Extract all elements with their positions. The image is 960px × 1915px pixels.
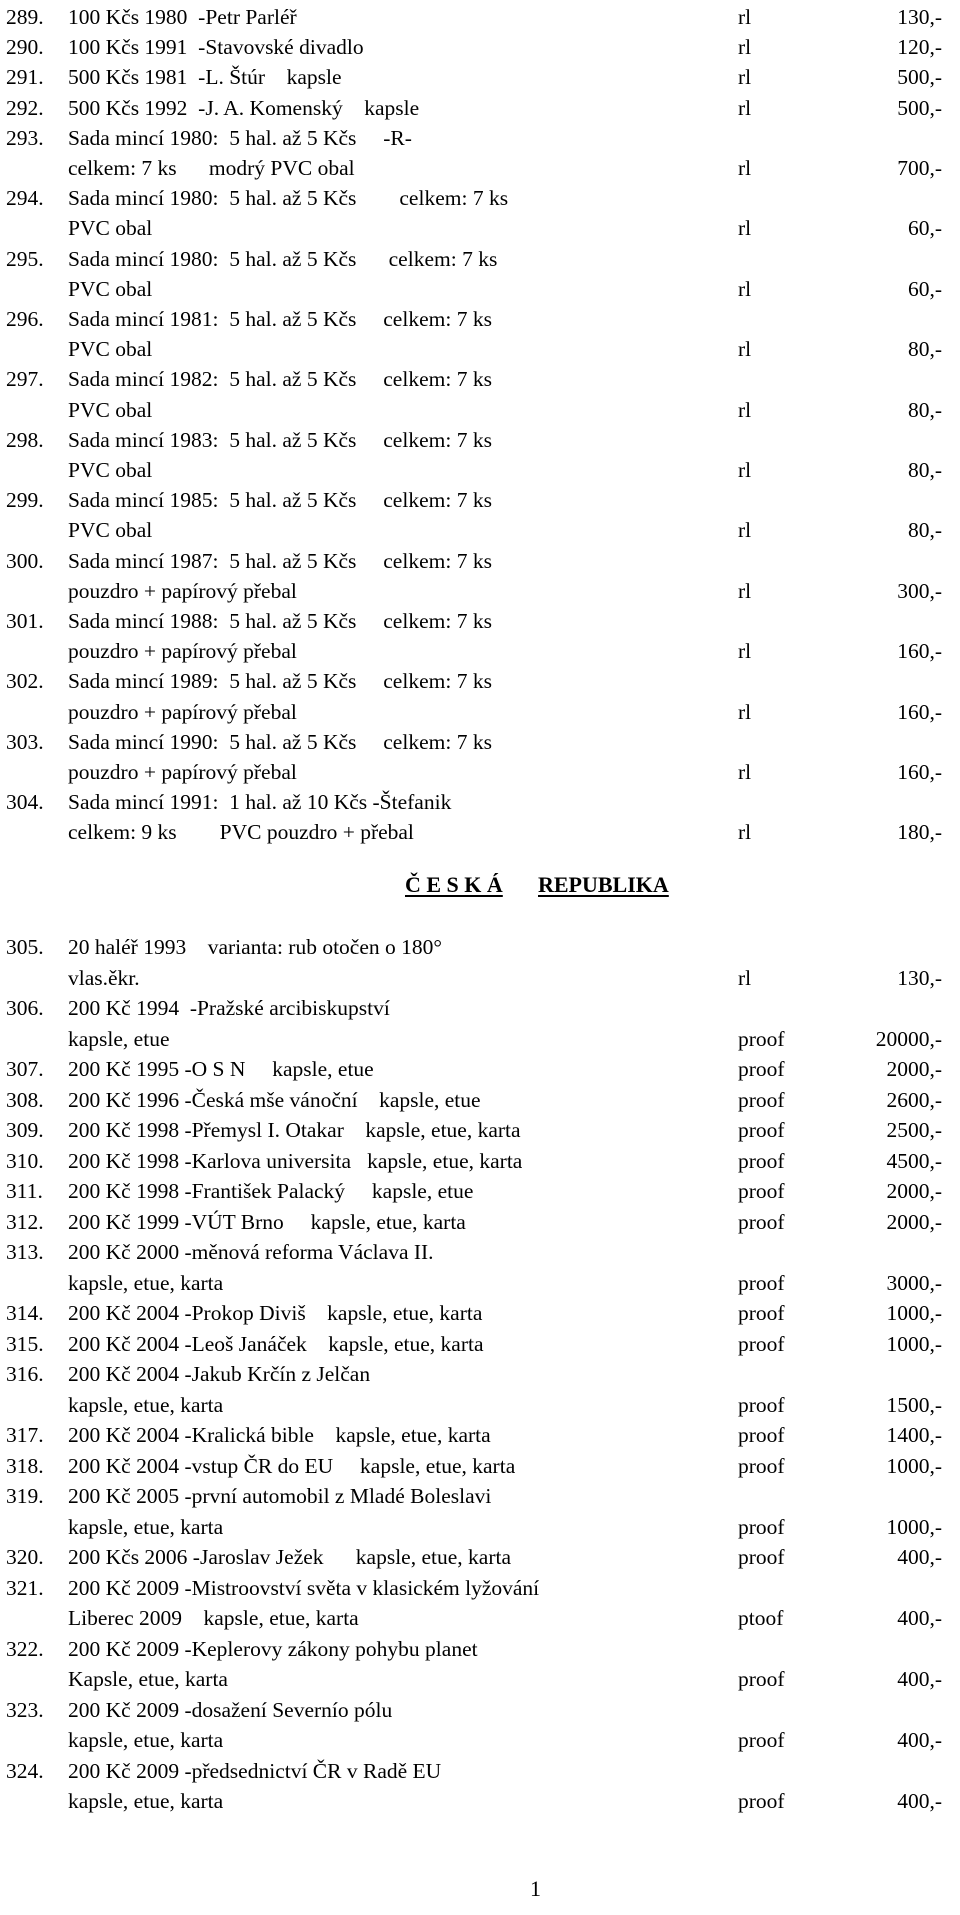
item-grade: proof <box>738 1545 785 1569</box>
item-price: 700,- <box>897 156 942 180</box>
item-grade: rl <box>738 639 752 664</box>
item-number: 321. <box>6 1575 44 1600</box>
item-description: 200 Kč 2009 -dosažení Severnío pólu <box>68 1697 393 1722</box>
catalog-line <box>0 576 960 606</box>
item-number: 315. <box>6 1331 44 1356</box>
item-number: 305. <box>6 935 44 959</box>
heading-republic: REPUBLIKA <box>538 872 669 897</box>
catalog-line <box>0 1146 960 1176</box>
catalog-line <box>0 757 960 787</box>
item-description: 500 Kčs 1981 -L. Štúr kapsle <box>68 65 342 90</box>
item-description: Sada mincí 1982: 5 hal. až 5 Kčs celkem: 7 ks <box>68 367 492 392</box>
item-grade: proof <box>738 1087 785 1112</box>
catalog-line <box>0 787 960 817</box>
item-price: 500,- <box>897 95 942 120</box>
item-price: 20000,- <box>875 1026 942 1051</box>
item-price: 400,- <box>897 1606 942 1630</box>
item-number: 299. <box>6 488 44 513</box>
item-price: 60,- <box>907 276 942 301</box>
catalog-line <box>0 1725 960 1755</box>
item-description: PVC obal <box>68 397 153 422</box>
item-description: 200 Kčs 2006 -Jaroslav Ježek kapsle, etue, karta <box>68 1545 511 1569</box>
item-grade: rl <box>738 578 752 603</box>
item-grade: rl <box>738 458 752 482</box>
catalog-line <box>0 636 960 666</box>
item-description: 100 Kčs 1991 -Stavovské divadlo <box>68 35 364 60</box>
catalog-line <box>0 304 960 334</box>
item-price: 80,- <box>907 397 942 422</box>
section-heading <box>0 872 960 906</box>
item-number: 296. <box>6 307 44 331</box>
item-grade: rl <box>738 5 752 29</box>
catalog-line <box>0 1085 960 1115</box>
item-number: 301. <box>6 609 44 633</box>
item-grade: rl <box>738 35 752 60</box>
catalog-line <box>0 1603 960 1633</box>
catalog-line <box>0 1329 960 1359</box>
item-grade: rl <box>738 65 752 90</box>
item-description: 20 haléř 1993 varianta: rub otočen o 180° <box>68 935 442 959</box>
item-price: 2000,- <box>886 1209 942 1234</box>
catalog-line <box>0 1634 960 1664</box>
item-number: 310. <box>6 1148 44 1173</box>
catalog-line <box>0 1786 960 1816</box>
item-description: 200 Kč 2004 -Prokop Diviš kapsle, etue, karta <box>68 1301 483 1325</box>
catalog-line <box>0 727 960 757</box>
item-description: PVC obal <box>68 216 153 241</box>
item-price: 2600,- <box>886 1087 942 1112</box>
item-grade: proof <box>738 1514 785 1539</box>
catalog-line <box>0 425 960 455</box>
item-grade: proof <box>738 1331 785 1356</box>
item-grade: proof <box>738 1301 785 1325</box>
catalog-line <box>0 963 960 993</box>
item-grade: proof <box>738 1453 785 1478</box>
item-grade: proof <box>738 1392 785 1417</box>
item-price: 2500,- <box>886 1118 942 1142</box>
item-price: 1000,- <box>886 1514 942 1539</box>
item-description: kapsle, etue, karta <box>68 1270 224 1295</box>
item-description: 200 Kč 1995 -O S N kapsle, etue <box>68 1057 374 1081</box>
item-number: 314. <box>6 1301 44 1325</box>
catalog-line <box>0 1024 960 1054</box>
item-description: 200 Kč 2004 -vstup ČR do EU kapsle, etue, karta <box>68 1453 516 1478</box>
item-description: Liberec 2009 kapsle, etue, karta <box>68 1606 359 1630</box>
item-description: kapsle, etue, karta <box>68 1514 224 1539</box>
item-grade: proof <box>738 1209 785 1234</box>
catalog-line <box>0 2 960 32</box>
item-number: 323. <box>6 1697 44 1722</box>
item-number: 298. <box>6 427 44 452</box>
item-number: 303. <box>6 729 44 754</box>
item-grade: rl <box>738 397 752 422</box>
catalog-line <box>0 1512 960 1542</box>
item-grade: rl <box>738 820 752 845</box>
item-grade: rl <box>738 95 752 120</box>
item-description: 200 Kč 1999 -VÚT Brno kapsle, etue, karta <box>68 1209 466 1234</box>
item-price: 130,- <box>897 5 942 29</box>
item-description: PVC obal <box>68 518 153 543</box>
page-number: 1 <box>530 1876 541 1901</box>
catalog-line <box>0 1420 960 1450</box>
catalog-line <box>0 153 960 183</box>
item-number: 308. <box>6 1087 44 1112</box>
item-description: 500 Kčs 1992 -J. A. Komenský kapsle <box>68 95 420 120</box>
catalog-line <box>0 1298 960 1328</box>
item-grade: rl <box>738 276 752 301</box>
catalog-line <box>0 697 960 727</box>
item-number: 312. <box>6 1209 44 1234</box>
item-description: vlas.ěkr. <box>68 965 140 990</box>
item-description: Sada mincí 1990: 5 hal. až 5 Kčs celkem: 7 ks <box>68 729 492 754</box>
item-description: 200 Kč 2004 -Leoš Janáček kapsle, etue, karta <box>68 1331 484 1356</box>
item-number: 307. <box>6 1057 44 1081</box>
catalog-line <box>0 1481 960 1511</box>
item-price: 160,- <box>897 639 942 664</box>
item-description: celkem: 7 ks modrý PVC obal <box>68 156 355 180</box>
item-description: 200 Kč 2004 -Kralická bible kapsle, etue, karta <box>68 1423 491 1447</box>
item-grade: proof <box>738 1728 785 1752</box>
catalog-line <box>0 62 960 92</box>
item-grade: rl <box>738 337 752 362</box>
item-description: Sada mincí 1983: 5 hal. až 5 Kčs celkem: 7 ks <box>68 427 492 452</box>
catalog-line <box>0 1207 960 1237</box>
item-description: PVC obal <box>68 276 153 301</box>
catalog-line <box>0 546 960 576</box>
item-grade: ptoof <box>738 1606 784 1630</box>
item-grade: rl <box>738 518 752 543</box>
item-number: 292. <box>6 95 44 120</box>
item-description: Kapsle, etue, karta <box>68 1667 228 1691</box>
item-grade: rl <box>738 156 752 180</box>
catalog-line <box>0 515 960 545</box>
item-price: 400,- <box>897 1728 942 1752</box>
item-grade: rl <box>738 216 752 241</box>
catalog-line <box>0 993 960 1023</box>
item-grade: proof <box>738 1667 785 1691</box>
item-description: PVC obal <box>68 458 153 482</box>
item-price: 400,- <box>897 1667 942 1691</box>
item-grade: proof <box>738 1423 785 1447</box>
item-description: 200 Kč 2005 -první automobil z Mladé Boleslavi <box>68 1484 492 1508</box>
item-description: PVC obal <box>68 337 153 362</box>
item-description: Sada mincí 1980: 5 hal. až 5 Kčs celkem: 7 ks <box>68 246 498 271</box>
item-number: 322. <box>6 1636 44 1661</box>
catalog-line <box>0 1664 960 1694</box>
catalog-line <box>0 93 960 123</box>
item-price: 4500,- <box>886 1148 942 1173</box>
item-price: 120,- <box>897 35 942 60</box>
item-grade: rl <box>738 699 752 724</box>
item-price: 2000,- <box>886 1179 942 1203</box>
item-number: 309. <box>6 1118 44 1142</box>
catalog-line <box>0 1237 960 1267</box>
item-grade: proof <box>738 1270 785 1295</box>
catalog-line <box>0 244 960 274</box>
catalog-line <box>0 364 960 394</box>
item-price: 1000,- <box>886 1331 942 1356</box>
item-description: pouzdro + papírový přebal <box>68 578 297 603</box>
item-description: pouzdro + papírový přebal <box>68 639 297 664</box>
item-number: 306. <box>6 996 44 1020</box>
item-grade: proof <box>738 1057 785 1081</box>
item-description: kapsle, etue, karta <box>68 1392 224 1417</box>
catalog-line <box>0 1390 960 1420</box>
catalog-line <box>0 1268 960 1298</box>
item-number: 294. <box>6 186 44 211</box>
catalog-line <box>0 334 960 364</box>
catalog-line <box>0 395 960 425</box>
catalog-line <box>0 485 960 515</box>
item-price: 80,- <box>907 458 942 482</box>
item-number: 313. <box>6 1240 44 1264</box>
item-number: 290. <box>6 35 44 60</box>
item-description: Sada mincí 1987: 5 hal. až 5 Kčs celkem: 7 ks <box>68 548 492 573</box>
catalog-line <box>0 932 960 962</box>
item-description: 200 Kč 2009 -Mistroovství světa v klasickém lyžování <box>68 1575 540 1600</box>
item-price: 2000,- <box>886 1057 942 1081</box>
item-grade: proof <box>738 1148 785 1173</box>
item-description: kapsle, etue, karta <box>68 1728 224 1752</box>
catalog-line <box>0 183 960 213</box>
item-price: 500,- <box>897 65 942 90</box>
item-description: 200 Kč 1996 -Česká mše vánoční kapsle, etue <box>68 1087 481 1112</box>
item-price: 1400,- <box>886 1423 942 1447</box>
item-number: 289. <box>6 5 44 29</box>
item-price: 1000,- <box>886 1453 942 1478</box>
item-number: 293. <box>6 125 44 150</box>
item-price: 160,- <box>897 699 942 724</box>
catalog-line <box>0 1451 960 1481</box>
item-description: 200 Kč 1998 -Karlova universita kapsle, etue, karta <box>68 1148 523 1173</box>
item-price: 1000,- <box>886 1301 942 1325</box>
item-description: Sada mincí 1980: 5 hal. až 5 Kčs -R- <box>68 125 412 150</box>
catalog-line <box>0 32 960 62</box>
catalog-line <box>0 1176 960 1206</box>
catalog-line <box>0 1115 960 1145</box>
item-number: 297. <box>6 367 44 392</box>
item-description: 200 Kč 2009 -předsednictví ČR v Radě EU <box>68 1758 442 1783</box>
item-description: Sada mincí 1991: 1 hal. až 10 Kčs -Štefanik <box>68 790 452 815</box>
item-number: 291. <box>6 65 44 90</box>
item-description: celkem: 9 ks PVC pouzdro + přebal <box>68 820 414 845</box>
item-number: 304. <box>6 790 44 815</box>
item-price: 160,- <box>897 760 942 784</box>
catalog-line <box>0 606 960 636</box>
item-number: 295. <box>6 246 44 271</box>
item-number: 311. <box>6 1179 43 1203</box>
item-price: 60,- <box>907 216 942 241</box>
item-description: kapsle, etue <box>68 1026 170 1051</box>
item-price: 1500,- <box>886 1392 942 1417</box>
item-price: 180,- <box>897 820 942 845</box>
item-price: 3000,- <box>886 1270 942 1295</box>
item-grade: proof <box>738 1026 785 1051</box>
item-number: 320. <box>6 1545 44 1569</box>
item-description: pouzdro + papírový přebal <box>68 699 297 724</box>
item-grade: proof <box>738 1118 785 1142</box>
item-description: 200 Kč 1994 -Pražské arcibiskupství <box>68 996 390 1020</box>
item-description: 200 Kč 2000 -měnová reforma Václava II. <box>68 1240 434 1264</box>
catalog-line <box>0 1054 960 1084</box>
heading-czech: Č E S K Á <box>405 872 503 897</box>
catalog-line <box>0 1359 960 1389</box>
catalog-line <box>0 455 960 485</box>
item-description: Sada mincí 1985: 5 hal. až 5 Kčs celkem: 7 ks <box>68 488 492 513</box>
item-price: 400,- <box>897 1789 942 1813</box>
item-number: 302. <box>6 669 44 694</box>
item-description: Sada mincí 1981: 5 hal. až 5 Kčs celkem: 7 ks <box>68 307 492 331</box>
item-description: 200 Kč 1998 -František Palacký kapsle, etue <box>68 1179 474 1203</box>
item-number: 318. <box>6 1453 44 1478</box>
item-price: 400,- <box>897 1545 942 1569</box>
item-description: 200 Kč 2009 -Keplerovy zákony pohybu planet <box>68 1636 478 1661</box>
item-price: 300,- <box>897 578 942 603</box>
catalog-line <box>0 817 960 847</box>
catalog-line <box>0 123 960 153</box>
item-description: 100 Kčs 1980 -Petr Parléř <box>68 5 297 29</box>
item-grade: proof <box>738 1179 785 1203</box>
item-price: 80,- <box>907 518 942 543</box>
item-description: pouzdro + papírový přebal <box>68 760 297 784</box>
item-number: 316. <box>6 1362 44 1386</box>
item-number: 300. <box>6 548 44 573</box>
catalog-line <box>0 1542 960 1572</box>
item-description: Sada mincí 1989: 5 hal. až 5 Kčs celkem: 7 ks <box>68 669 492 694</box>
catalog-line <box>0 1573 960 1603</box>
item-grade: rl <box>738 760 752 784</box>
item-description: Sada mincí 1988: 5 hal. až 5 Kčs celkem: 7 ks <box>68 609 492 633</box>
item-price: 130,- <box>897 965 942 990</box>
catalog-line <box>0 1695 960 1725</box>
catalog-line <box>0 1756 960 1786</box>
item-description: 200 Kč 2004 -Jakub Krčín z Jelčan <box>68 1362 371 1386</box>
catalog-line <box>0 666 960 696</box>
item-number: 324. <box>6 1758 44 1783</box>
item-grade: rl <box>738 965 752 990</box>
item-description: kapsle, etue, karta <box>68 1789 224 1813</box>
item-price: 80,- <box>907 337 942 362</box>
item-grade: proof <box>738 1789 785 1813</box>
item-description: 200 Kč 1998 -Přemysl I. Otakar kapsle, etue, karta <box>68 1118 521 1142</box>
item-number: 317. <box>6 1423 44 1447</box>
catalog-line <box>0 274 960 304</box>
item-number: 319. <box>6 1484 44 1508</box>
catalog-line <box>0 213 960 243</box>
item-description: Sada mincí 1980: 5 hal. až 5 Kčs celkem: 7 ks <box>68 186 509 211</box>
